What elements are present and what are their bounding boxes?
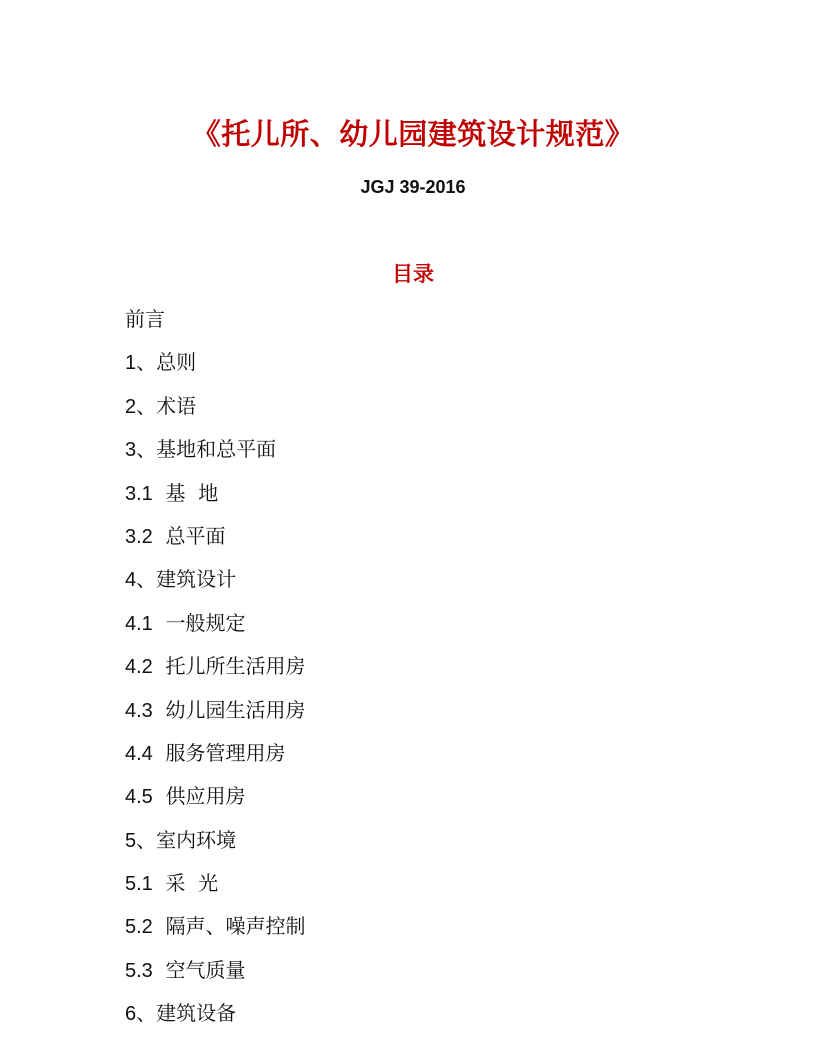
toc-item-label: 空气质量 — [152, 957, 246, 982]
toc-item-number: 4.4 — [125, 742, 153, 765]
toc-item-architectural-design[interactable] — [125, 561, 306, 604]
toc-item-number: 1 — [125, 352, 137, 375]
toc-item-site-and-plan[interactable] — [125, 431, 306, 474]
toc-item-building-equipment[interactable] — [125, 995, 306, 1038]
toc-item-number: 3.2 — [125, 525, 153, 548]
toc-item-label: 幼儿园生活用房 — [152, 697, 306, 722]
toc-item-label: 托儿所生活用房 — [152, 654, 306, 679]
toc-item-site[interactable] — [125, 475, 306, 518]
toc-item-preface[interactable] — [125, 301, 306, 344]
toc-item-service-rooms[interactable] — [125, 735, 306, 778]
toc-item-terms[interactable] — [125, 388, 306, 431]
toc-item-label: 一般规定 — [152, 610, 246, 635]
toc-item-number: 5 — [125, 829, 137, 852]
toc-item-label: 基 地 — [152, 480, 219, 505]
toc-item-number: 6 — [125, 1003, 137, 1026]
document-title: 《托儿所、幼儿园建筑设计规范》 — [191, 117, 635, 151]
toc-item-general[interactable] — [125, 344, 306, 387]
toc-item-label: 总平面 — [152, 523, 226, 548]
toc-item-number: 3.1 — [125, 482, 153, 505]
toc-item-supply-rooms[interactable] — [125, 778, 306, 821]
toc-list — [125, 301, 306, 1039]
toc-item-air-quality[interactable] — [125, 952, 306, 995]
toc-item-nursery-rooms[interactable] — [125, 648, 306, 691]
toc-item-number: 4 — [125, 569, 137, 592]
toc-item-label: 、建筑设备 — [136, 1001, 237, 1026]
toc-item-indoor-environment[interactable] — [125, 822, 306, 865]
toc-item-label: 采 光 — [152, 871, 219, 896]
toc-item-label: 服务管理用房 — [152, 740, 286, 765]
toc-item-number: 5.2 — [125, 916, 153, 939]
toc-item-number: 3 — [125, 439, 137, 462]
toc-item-kindergarten-rooms[interactable] — [125, 692, 306, 735]
toc-item-master-plan[interactable] — [125, 518, 306, 561]
toc-item-label: 、总则 — [136, 350, 197, 375]
toc-item-label: 、室内环境 — [136, 827, 237, 852]
toc-item-number: 4.3 — [125, 699, 153, 722]
toc-item-number: 4.1 — [125, 612, 153, 635]
toc-item-number: 4.2 — [125, 656, 153, 679]
toc-item-daylighting[interactable] — [125, 865, 306, 908]
toc-item-noise-control[interactable] — [125, 908, 306, 951]
toc-heading: 目录 — [392, 262, 434, 286]
toc-item-number: 2 — [125, 395, 137, 418]
toc-item-label: 隔声、噪声控制 — [152, 914, 306, 939]
toc-item-number: 4.5 — [125, 786, 153, 809]
toc-item-general-provisions[interactable] — [125, 605, 306, 648]
toc-item-label: 、术语 — [136, 393, 197, 418]
toc-item-number: 5.1 — [125, 873, 153, 896]
toc-item-label: 前言 — [125, 307, 165, 331]
toc-item-label: 、基地和总平面 — [136, 437, 277, 462]
toc-item-number: 5.3 — [125, 959, 153, 982]
toc-item-label: 、建筑设计 — [136, 567, 237, 592]
standard-code: JGJ 39-2016 — [360, 177, 466, 197]
toc-item-label: 供应用房 — [152, 784, 246, 809]
